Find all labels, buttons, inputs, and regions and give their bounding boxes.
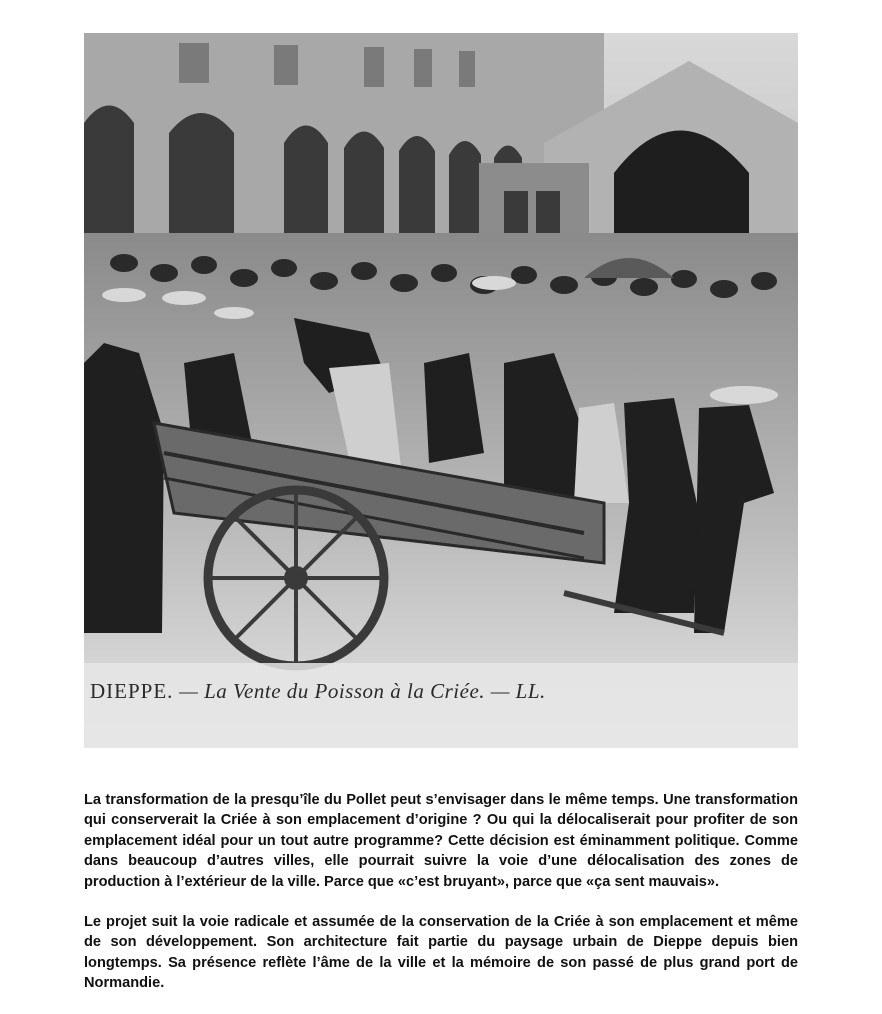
market-scene-illustration — [84, 33, 798, 748]
caption-place: DIEPPE. — [90, 679, 174, 703]
caption-text: — La Vente du Poisson à la Criée. — LL. — [179, 679, 546, 703]
paragraph-1: La transformation de la presqu’île du Pollet peut s’envisager dans le même temps. Une transformation qui conserverait la Criée à son emplacement d’origine ? Ou qui la délocaliserait pour profiter de son emplacement idéal pour un tout autre programme? Cette décision est éminamment politique. Comme dans beaucoup d’autres villes, elle pourrait suivre la voie d’une délocalisation des zones de production à l’extérieur de la ville. Parce que «c’est bruyant», parce que «ça sent mauvais». — [84, 792, 798, 890]
photo-caption — [90, 679, 546, 704]
body-text — [84, 790, 798, 1014]
historic-photograph — [84, 33, 798, 748]
paragraph-2: Le projet suit la voie radicale et assumée de la conservation de la Criée à son emplacement et même de son développement. Son architecture fait partie du paysage urbain de Dieppe depuis bien longtemps. Sa présence reflète l’âme de la ville et la mémoire de son passé de plus grand port de Normandie. — [84, 914, 798, 992]
